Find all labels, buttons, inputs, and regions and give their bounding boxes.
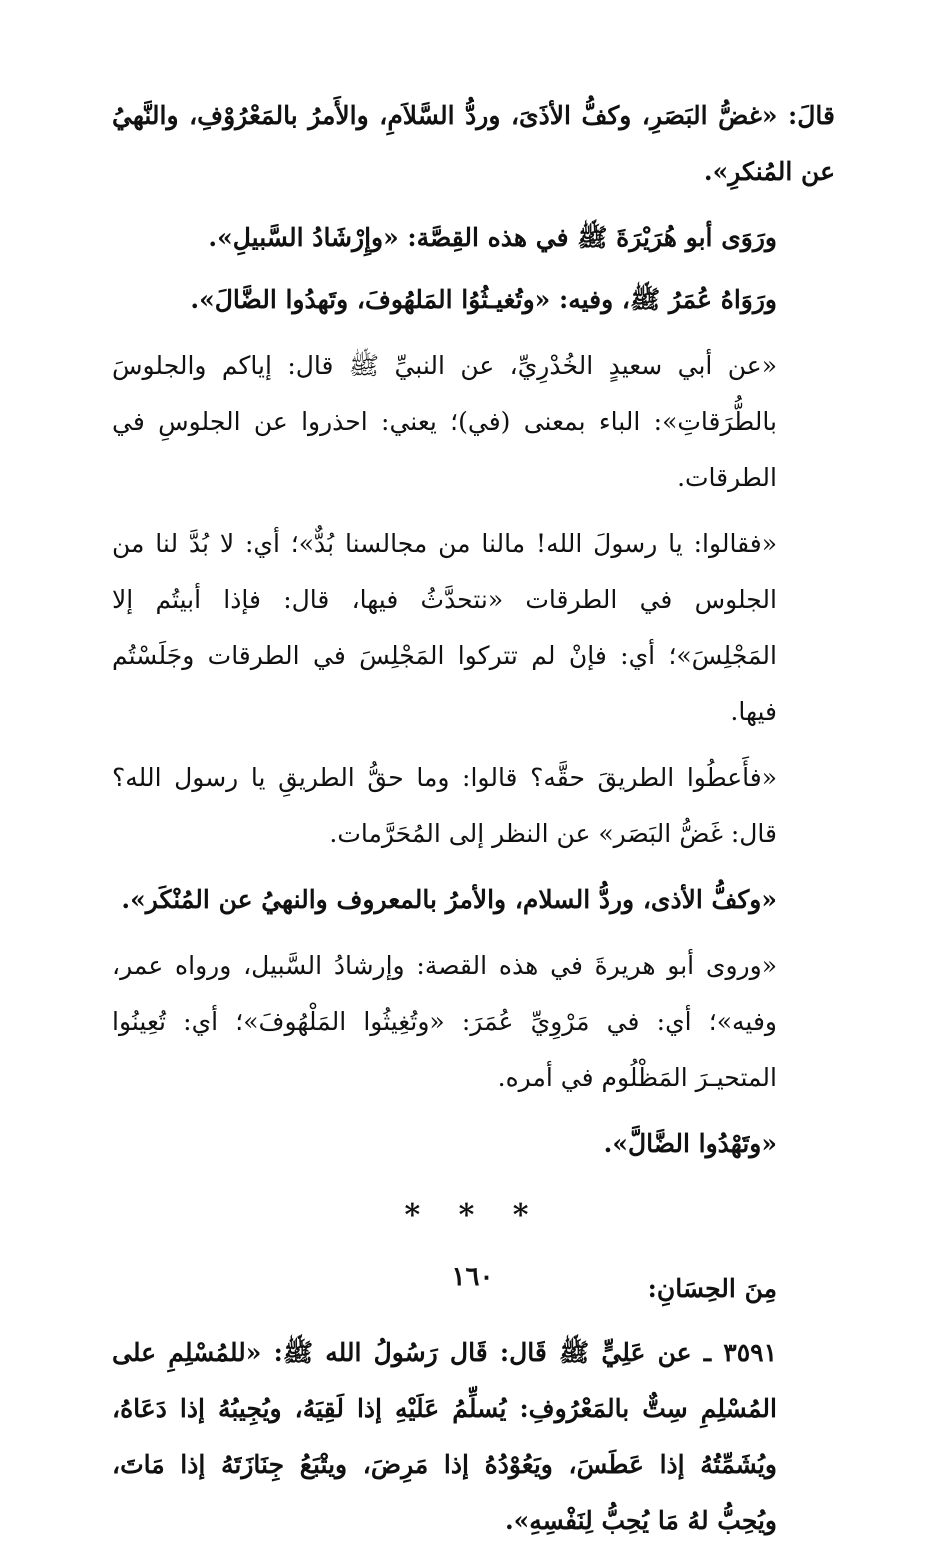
paragraph-4: «عن أبي سعيدٍ الخُدْرِيِّ، عن النبيِّ ﷺ قال: إياكم والجلوسَ بالطُّرَقاتِ»: الباء بمعنى (في)؛ يعني: احذروا عن الجلوسِ في الطرقات.	[112, 351, 777, 492]
section-heading: مِنَ الحِسَانِ:	[647, 1274, 777, 1303]
paragraph-5: «فقالوا: يا رسولَ الله! مالنا من مجالسنا بُدٌّ»؛ أي: لا بُدَّ لنا من الجلوس في الطرقات «نتحدَّثُ فيها، قال: فإذا أبيتُم إلا المَجْلِسَ»؛ أي: فإنْ لم تتركوا المَجْلِسَ في الطرقات وجَلَسْتُم فيها.	[112, 529, 777, 726]
paragraph-3: ورَوَاهُ عُمَرُ ﷺ، وفيه: «وتُغيـثُوُا المَلهُوفَ، وتَهدُوا الضَّالَ».	[190, 285, 777, 314]
page-number: ١٦٠	[451, 1262, 494, 1292]
paragraph-8: «وروى أبو هريرةَ في هذه القصة: وإرشادُ السَّبيل، ورواه عمر، وفيه»؛ أي: في مَرْوِيِّ عُمَرَ: «وتُغِيثُوا المَلْهُوفَ»؛ أي: تُعِينُوا المتحيـرَ المَظْلُوم في أمره.	[112, 951, 777, 1092]
paragraph-6: «فأَعطُوا الطريقَ حقَّه؟ قالوا: وما حقُّ الطريقِ يا رسول الله؟ قال: غَضُّ البَصَر» عن النظر إلى المُحَرَّمات.	[112, 763, 777, 848]
section-separator: * * *	[404, 1198, 543, 1233]
paragraph-7: «وكفُّ الأذى، وردُّ السلام، والأمرُ بالمعروف والنهيُ عن المُنْكَر».	[121, 885, 777, 914]
paragraph-9: «وتَهْدُوا الضَّالَّ».	[603, 1129, 777, 1158]
paragraph-1: قالَ: «غضُّ البَصَرِ، وكفُّ الأذَىَ، وردُّ السَّلاَمِ، والأَمرُ بالمَعْرُوْفِ، والنَّهيُ عن المُنكرِ».	[112, 101, 835, 186]
hadith-3591: ٣٥٩١ ـ عن عَلِيٍّ ﷺ قَال: قَال رَسُولُ الله ﷺ: «للمُسْلِمِ على المُسْلِمِ سِتٌّ بالمَعْرُوفِ: يُسلِّمُ عَلَيْهِ إذا لَقِيَهُ، ويُجِيبُهُ إذا دَعَاهُ، ويُشَمِّتُهُ إذا عَطَسَ، ويَعُوْدُهُ إذا مَرِضَ، ويتْبَعُ جِنَازَتَهُ إذا مَاتَ، ويُحِبُّ لهُ مَا يُحِبُّ لِنَفْسِهِ».	[112, 1338, 777, 1535]
paragraph-2: ورَوَى أبو هُرَيْرَةَ ﷺ في هذه القِصَّة: «وإِرْشَادُ السَّبيلِ».	[208, 223, 777, 252]
commentary-body	[112, 88, 835, 1172]
